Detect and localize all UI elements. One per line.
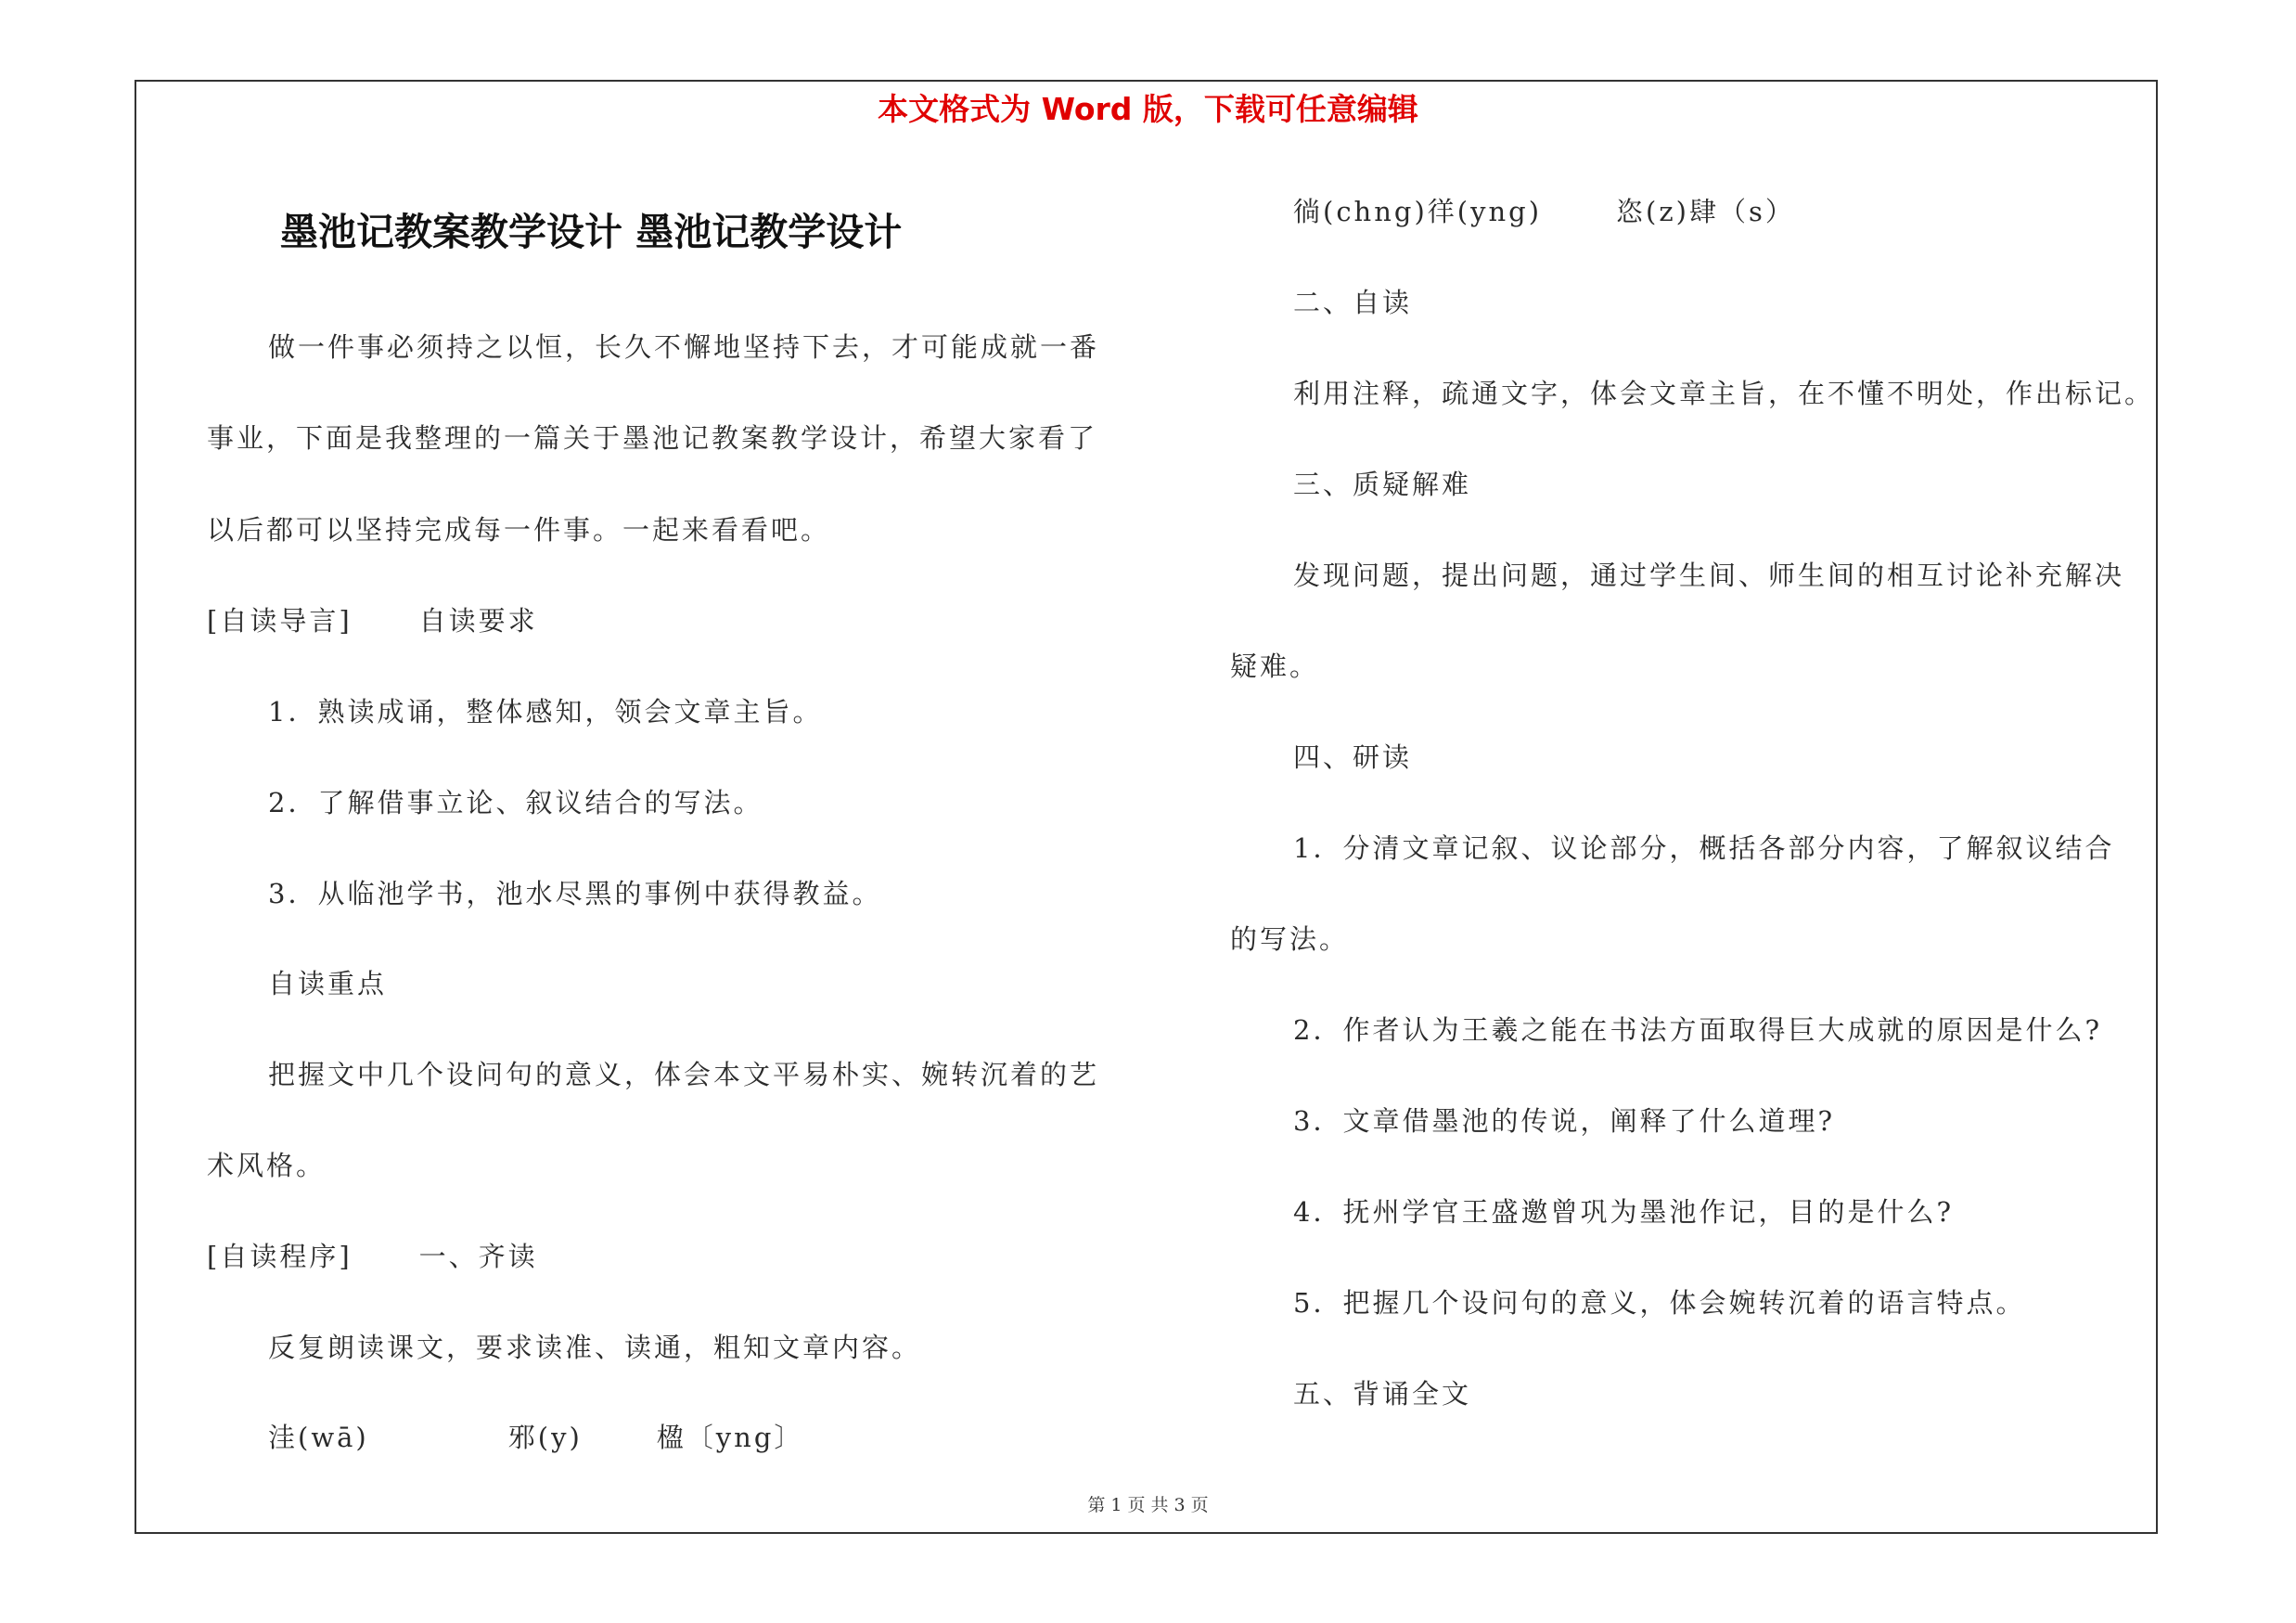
study-question-3: 3．文章借墨池的传说，阐释了什么道理? <box>1293 1105 1835 1137</box>
pinyin-line-1 <box>268 1419 803 1456</box>
guide-label: [自读导言] <box>207 605 353 637</box>
pinyin-xie: 邪(y) <box>507 1422 583 1453</box>
reread-instruction: 反复朗读课文，要求读准、读通，粗知文章内容。 <box>268 1332 922 1363</box>
study-question-5: 5．把握几个设问句的意义，体会婉转沉着的语言特点。 <box>1293 1287 2026 1319</box>
focus-heading: 自读重点 <box>268 968 388 999</box>
study-question-4: 4．抚州学官王盛邀曾巩为墨池作记，目的是什么? <box>1293 1196 1954 1228</box>
study-question-2: 2．作者认为王羲之能在书法方面取得巨大成就的原因是什么? <box>1293 1014 2102 1046</box>
procedure-step-1: 一、齐读 <box>418 1241 538 1272</box>
step-5-heading: 五、背诵全文 <box>1293 1378 1472 1410</box>
guide-heading <box>207 602 538 639</box>
focus-line-1: 把握文中几个设问句的意义，体会本文平易朴实、婉转沉着的艺 <box>268 1059 1100 1090</box>
page-title: 墨池记教案教学设计 墨池记教学设计 <box>280 210 903 254</box>
intro-line-3: 以后都可以坚持完成每一件事。一起来看看吧。 <box>207 514 831 546</box>
step-3-text-1: 发现问题，提出问题，通过学生间、师生间的相互讨论补充解决 <box>1293 560 2125 591</box>
requirement-item-1: 1．熟读成诵，整体感知，领会文章主旨。 <box>268 696 823 728</box>
pinyin-ying: 楹〔yng〕 <box>656 1422 804 1453</box>
study-question-1b: 的写法。 <box>1230 923 1350 955</box>
step-4-heading: 四、研读 <box>1293 741 1413 773</box>
pinyin-changyang: 徜(chng)徉(yng) <box>1293 196 1543 227</box>
pinyin-zisi: 恣(z)肆（s） <box>1616 196 1795 227</box>
format-banner: 本文格式为 Word 版，下载可任意编辑 <box>878 91 1418 127</box>
intro-line-1: 做一件事必须持之以恒，长久不懈地坚持下去，才可能成就一番 <box>268 331 1100 363</box>
page-number: 第 1 页 共 3 页 <box>1087 1495 1209 1515</box>
pinyin-wa: 洼(wā) <box>268 1422 369 1453</box>
requirement-item-2: 2．了解借事立论、叙议结合的写法。 <box>268 787 763 818</box>
requirement-item-3: 3．从临池学书，池水尽黑的事例中获得教益。 <box>268 878 882 909</box>
study-question-1a: 1．分清文章记叙、议论部分，概括各部分内容，了解叙议结合 <box>1293 832 2115 864</box>
step-2-heading: 二、自读 <box>1293 287 1413 318</box>
step-3-heading: 三、质疑解难 <box>1293 469 1472 500</box>
step-2-text: 利用注释，疏通文字，体会文章主旨，在不懂不明处，作出标记。 <box>1293 378 2155 409</box>
focus-line-2: 术风格。 <box>207 1150 327 1181</box>
step-3-text-2: 疑难。 <box>1230 650 1320 682</box>
pinyin-line-2 <box>1293 193 1795 230</box>
intro-line-2: 事业，下面是我整理的一篇关于墨池记教案教学设计，希望大家看了 <box>207 422 1098 454</box>
procedure-heading <box>207 1238 538 1275</box>
procedure-label: [自读程序] <box>207 1241 353 1272</box>
guide-requirement: 自读要求 <box>418 605 538 637</box>
